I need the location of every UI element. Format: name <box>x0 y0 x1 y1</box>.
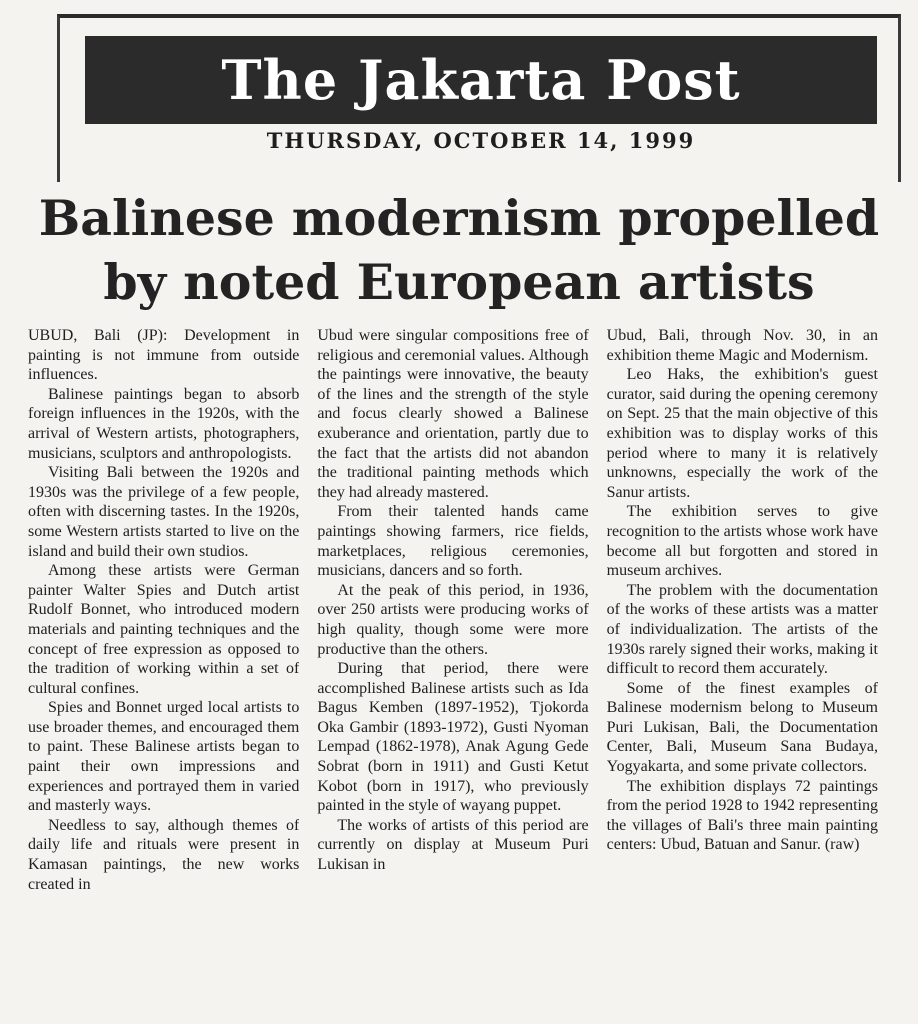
paragraph: Balinese paintings began to absorb foreign influences in the 1920s, with the arrival of Western artists, photographers, musicians, sculptors and anthropologists. <box>28 385 300 462</box>
paragraph: Needless to say, although themes of daily life and rituals were present in Kamasan paintings, the new works created in <box>28 816 300 893</box>
masthead-banner <box>85 36 877 124</box>
paragraph: The exhibition displays 72 paintings from the period 1928 to 1942 representing the villages of Bali's three main painting centers: Ubud, Batuan and Sanur. (raw) <box>606 777 878 854</box>
paragraph: The works of artists of this period are currently on display at Museum Puri Lukisan in <box>317 816 589 874</box>
paragraph: Some of the finest examples of Balinese modernism belong to Museum Puri Lukisan, Bali, the Documentation Center, Bali, Museum Sana Budaya, Yogyakarta, and some private collectors. <box>606 679 878 776</box>
paragraph: Among these artists were German painter Walter Spies and Dutch artist Rudolf Bonnet, who introduced modern materials and painting techniques and the concept of free expression as opposed to the tradition of working within a set of cultural confines. <box>28 562 300 697</box>
column-2 <box>317 326 588 1010</box>
publication-date: THURSDAY, OCTOBER 14, 1999 <box>266 128 696 153</box>
paragraph: UBUD, Bali (JP): Development in painting is not immune from outside influences. <box>28 327 300 384</box>
column-1 <box>28 326 299 1010</box>
paragraph: Visiting Bali between the 1920s and 1930s was the privilege of a few people, often with discerning tastes. In the 1920s, some Western artists started to live on the island and build their own studios. <box>28 464 300 560</box>
paragraph: Spies and Bonnet urged local artists to use broader themes, and encouraged them to paint. These Balinese artists began to paint their own impressions and experiences and portrayed them in varied and masterly ways. <box>28 699 300 815</box>
paragraph: Ubud were singular compositions free of religious and ceremonial values. Although the paintings were innovative, the beauty of the lines and the strength of the style and focus clearly showed a Balinese exuberance and orientation, partly due to the fact that the artists did not abandon the traditional painting methods which they had already mastered. <box>317 327 589 501</box>
article-body <box>28 326 878 1010</box>
paragraph: During that period, there were accomplished Balinese artists such as Ida Bagus Kemben (1897-1952), Tjokorda Oka Gambir (1893-1972), Gusti Nyoman Lempad (1862-1978), Anak Agung Gede Sobrat (born in 1911) and Gusti Ketut Kobot (born in 1917), who previously painted in the style of wayang puppet. <box>317 660 589 815</box>
column-3 <box>607 326 878 1010</box>
paragraph: Ubud, Bali, through Nov. 30, in an exhibition theme Magic and Modernism. <box>606 327 878 364</box>
paragraph: The exhibition serves to give recognition to the artists whose work have become all but forgotten and stored in museum archives. <box>606 503 878 580</box>
paragraph: The problem with the documentation of the works of these artists was a matter of individualization. The artists of the 1930s rarely signed their works, making it difficult to record them accurately. <box>606 581 878 678</box>
article-headline <box>20 186 898 314</box>
paragraph: At the peak of this period, in 1936, over 250 artists were producing works of high quality, though some were more productive than the others. <box>317 581 589 658</box>
headline-line-1: Balinese modernism propelled <box>38 189 880 247</box>
newspaper-title: The Jakarta Post <box>221 48 741 112</box>
paragraph: Leo Haks, the exhibition's guest curator, said during the opening ceremony on Sept. 25 that the main objective of this exhibition was to display works of this period where to many it is relatively unknowns, especially the work of the Sanur artists. <box>606 366 878 501</box>
headline-line-2: by noted European artists <box>103 253 815 311</box>
paragraph: From their talented hands came paintings showing farmers, rice fields, marketplaces, religious ceremonies, musicians, dancers and so forth. <box>317 503 589 580</box>
